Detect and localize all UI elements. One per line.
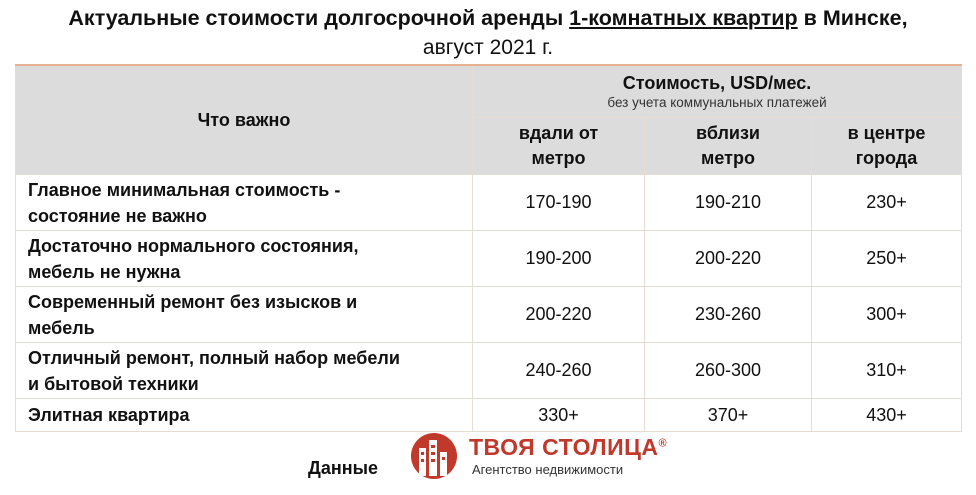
column-header-line: вдали от bbox=[518, 123, 599, 143]
row-label-line: состояние не важно bbox=[28, 205, 207, 226]
row-label-line: мебель не нужна bbox=[28, 261, 181, 282]
header-cost-note: без учета коммунальных платежей bbox=[607, 94, 827, 110]
table-cell: 260-300 bbox=[645, 343, 812, 399]
table-cell: 200-220 bbox=[473, 287, 645, 343]
column-header-line: метро bbox=[531, 148, 586, 168]
column-header-line: города bbox=[855, 148, 918, 168]
column-header-line: вблизи bbox=[695, 123, 760, 143]
title-prefix: Актуальные стоимости долгосрочной аренды bbox=[68, 6, 570, 30]
row-label bbox=[16, 231, 473, 287]
table-cell: 430+ bbox=[812, 399, 962, 432]
table-cell: 230-260 bbox=[645, 287, 812, 343]
table-cell: 370+ bbox=[645, 399, 812, 432]
registered-mark: ® bbox=[658, 437, 668, 450]
table-cell: 190-210 bbox=[645, 175, 812, 231]
table-row bbox=[16, 287, 962, 343]
title-suffix: в Минске, bbox=[797, 6, 908, 30]
column-header-far-metro bbox=[473, 118, 645, 175]
footer-label: Данные bbox=[308, 458, 378, 478]
row-label-line: Главное минимальная стоимость - bbox=[28, 179, 341, 200]
table-cell: 300+ bbox=[812, 287, 962, 343]
column-header-city-center bbox=[812, 118, 962, 175]
row-label-line: Современный ремонт без изысков и bbox=[28, 291, 358, 312]
table-cell: 310+ bbox=[812, 343, 962, 399]
row-label bbox=[16, 343, 473, 399]
column-header-near-metro bbox=[645, 118, 812, 175]
rent-table bbox=[15, 64, 962, 432]
building-icon bbox=[406, 430, 462, 480]
header-cost bbox=[473, 65, 962, 118]
table-row bbox=[16, 231, 962, 287]
row-label-line: и бытовой техники bbox=[28, 373, 199, 394]
row-label-line: Отличный ремонт, полный набор мебели bbox=[28, 347, 400, 368]
row-label-line: Достаточно нормального состояния, bbox=[28, 235, 359, 256]
header-cost-title: Стоимость, USD/мес. bbox=[622, 72, 812, 93]
table-cell: 250+ bbox=[812, 231, 962, 287]
table-cell: 190-200 bbox=[473, 231, 645, 287]
row-label: Элитная квартира bbox=[16, 399, 473, 432]
table-row bbox=[16, 343, 962, 399]
page-subtitle: август 2021 г. bbox=[422, 36, 554, 59]
table-cell: 240-260 bbox=[473, 343, 645, 399]
table-cell: 200-220 bbox=[645, 231, 812, 287]
row-label bbox=[16, 287, 473, 343]
table-cell: 330+ bbox=[473, 399, 645, 432]
table-row bbox=[16, 175, 962, 231]
table-cell: 230+ bbox=[812, 175, 962, 231]
row-label-line: мебель bbox=[28, 317, 95, 338]
brand-name-text: ТВОЯ СТОЛИЦА bbox=[469, 434, 659, 460]
column-header-line: метро bbox=[701, 148, 755, 168]
table-cell: 170-190 bbox=[473, 175, 645, 231]
table-row bbox=[16, 399, 962, 432]
column-header-line: в центре bbox=[847, 123, 926, 143]
brand-tagline: Агентство недвижимости bbox=[472, 462, 624, 477]
brand-logo bbox=[406, 430, 706, 480]
header-what-matters: Что важно bbox=[16, 65, 473, 175]
brand-name bbox=[469, 434, 667, 461]
row-label bbox=[16, 175, 473, 231]
page-title bbox=[0, 4, 976, 32]
title-highlight: 1-комнатных квартир bbox=[569, 6, 798, 30]
